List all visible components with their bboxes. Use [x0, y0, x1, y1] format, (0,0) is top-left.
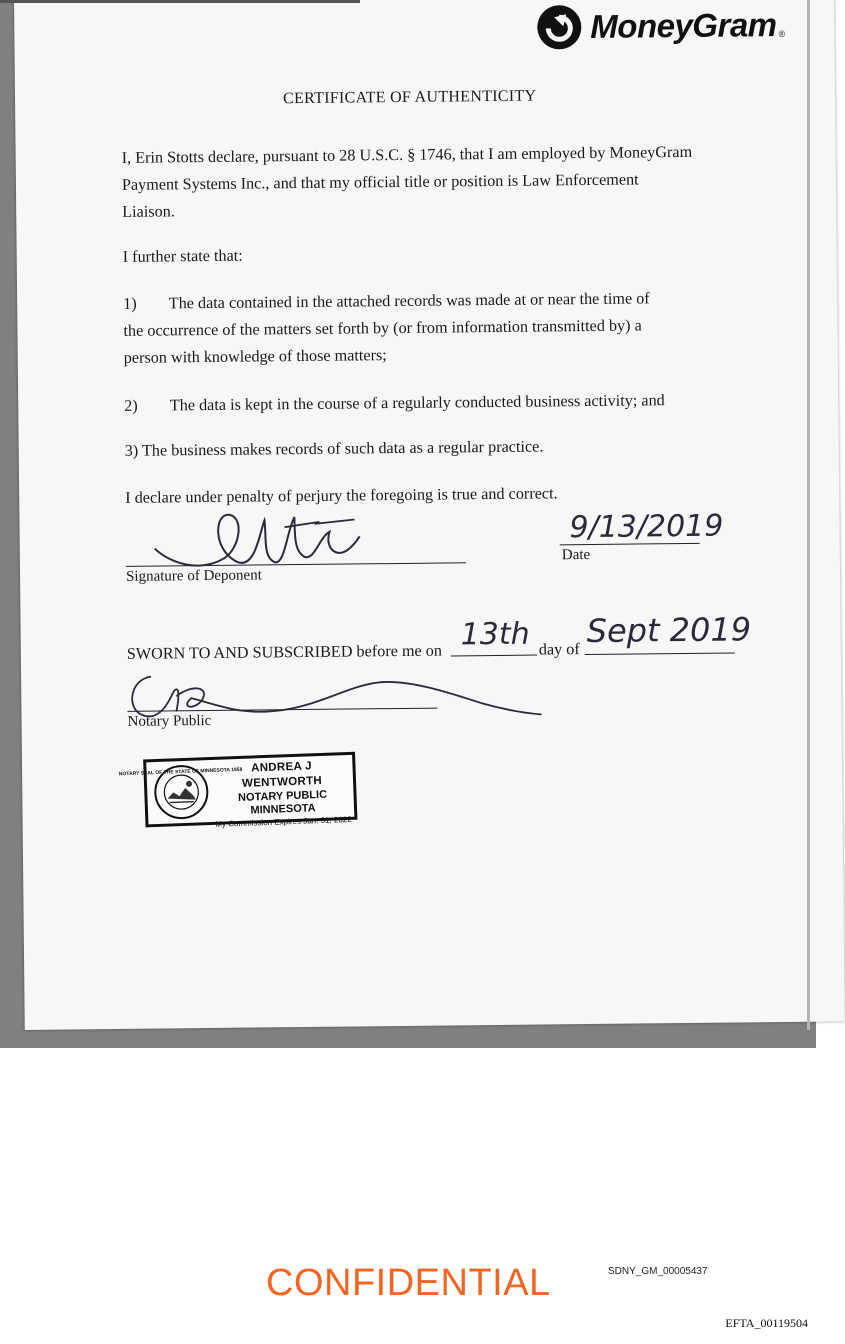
- notary-name: ANDREA J WENTWORTH: [241, 760, 323, 790]
- notary-state: MINNESOTA: [250, 802, 316, 817]
- logo-registered-mark: ®: [778, 28, 786, 39]
- moneygram-logo: [536, 2, 785, 51]
- stamp-text-block: [212, 758, 352, 830]
- document-title: CERTIFICATE OF AUTHENTICITY: [282, 87, 537, 108]
- notary-stamp: [118, 752, 357, 829]
- sworn-day-of: day of: [538, 640, 580, 659]
- sworn-month-handwritten: Sept 2019: [586, 610, 752, 651]
- item-3: 3) The business makes records of such data as a regular practice.: [124, 437, 544, 460]
- date-handwritten: 9/13/2019: [569, 508, 724, 546]
- signature-label: Signature of Deponent: [125, 567, 262, 585]
- logo-wordmark: MoneyGram: [590, 6, 777, 45]
- intro-line-3: Liaison.: [122, 202, 175, 221]
- item-1-line-1: 1) The data contained in the attached records was made at or near the time of: [123, 289, 650, 313]
- scan-top-edge: [0, 0, 360, 3]
- notary-label: Notary Public: [127, 712, 212, 730]
- further-state: I further state that:: [122, 246, 243, 266]
- notary-title: NOTARY PUBLIC: [237, 788, 328, 805]
- paper-sheet: [14, 0, 845, 1030]
- seal-lettering: NOTARY SEAL OF THE STATE OF MINNESOTA 1858: [118, 766, 243, 778]
- sworn-month-line: [585, 652, 735, 655]
- sworn-statement: SWORN TO AND SUBSCRIBED before me on: [126, 641, 442, 663]
- deponent-signature: [144, 501, 385, 584]
- scan-right-edge: [807, 0, 810, 1030]
- moneygram-globe-icon: [536, 4, 582, 50]
- confidential-watermark: CONFIDENTIAL: [266, 1262, 551, 1304]
- intro-line-2: Payment Systems Inc., and that my official title or position is Law Enforcement: [121, 170, 639, 194]
- declaration: I declare under penalty of perjury the foregoing is true and correct.: [125, 484, 558, 507]
- efta-number: EFTA_00119504: [725, 1316, 808, 1330]
- commission-expires: My Commission Expires Jan. 31, 2022: [215, 814, 352, 829]
- sworn-day-handwritten: 13th: [460, 616, 530, 653]
- sworn-day-line: [451, 655, 537, 657]
- item-1-line-2: the occurrence of the matters set forth by (or from information transmitted by) a: [123, 316, 642, 340]
- intro-line-1: I, Erin Stotts declare, pursuant to 28 U.S.C. § 1746, that I am employed by MoneyGram: [121, 142, 693, 167]
- item-1-line-3: person with knowledge of those matters;: [123, 346, 387, 367]
- item-2: 2) The data is kept in the course of a regularly conducted business activity; and: [124, 391, 665, 415]
- bates-number: SDNY_GM_00005437: [608, 1266, 708, 1277]
- minnesota-seal: [118, 763, 243, 821]
- date-label: Date: [561, 546, 591, 564]
